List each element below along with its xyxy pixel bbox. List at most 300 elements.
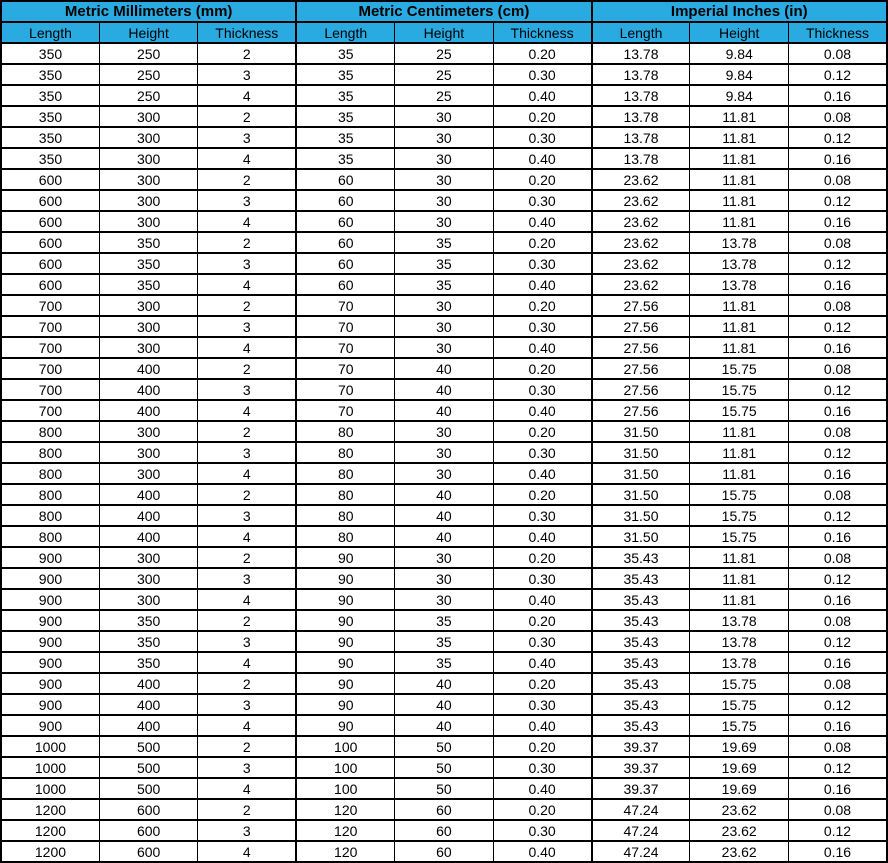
- cell: 2: [198, 358, 296, 379]
- table-row: [1, 106, 887, 127]
- cell: 2: [198, 484, 296, 505]
- cell: 15.75: [690, 673, 789, 694]
- cell: 600: [1, 253, 99, 274]
- cell: 30: [395, 442, 493, 463]
- cell: 0.16: [788, 85, 887, 106]
- cell: 0.40: [493, 778, 591, 799]
- cell: 60: [395, 799, 493, 820]
- cell: 13.78: [690, 232, 789, 253]
- cell: 800: [1, 505, 99, 526]
- cell: 60: [296, 253, 394, 274]
- table-row: [1, 589, 887, 610]
- cell: 50: [395, 778, 493, 799]
- cell: 47.24: [592, 820, 690, 841]
- cell: 31.50: [592, 442, 690, 463]
- column-header-cm-thickness: Thickness: [493, 22, 591, 43]
- cell: 2: [198, 736, 296, 757]
- cell: 400: [99, 379, 197, 400]
- cell: 35: [296, 64, 394, 85]
- cell: 2: [198, 295, 296, 316]
- cell: 30: [395, 337, 493, 358]
- cell: 0.30: [493, 505, 591, 526]
- cell: 23.62: [592, 169, 690, 190]
- cell: 30: [395, 169, 493, 190]
- cell: 13.78: [592, 127, 690, 148]
- cell: 400: [99, 400, 197, 421]
- cell: 0.20: [493, 169, 591, 190]
- cell: 700: [1, 337, 99, 358]
- cell: 19.69: [690, 778, 789, 799]
- cell: 100: [296, 736, 394, 757]
- cell: 0.16: [788, 211, 887, 232]
- cell: 13.78: [690, 652, 789, 673]
- cell: 0.30: [493, 820, 591, 841]
- cell: 80: [296, 526, 394, 547]
- cell: 0.08: [788, 358, 887, 379]
- cell: 350: [99, 253, 197, 274]
- cell: 80: [296, 463, 394, 484]
- cell: 1000: [1, 736, 99, 757]
- cell: 1200: [1, 841, 99, 862]
- cell: 300: [99, 127, 197, 148]
- cell: 0.16: [788, 715, 887, 736]
- cell: 0.20: [493, 547, 591, 568]
- cell: 90: [296, 673, 394, 694]
- cell: 40: [395, 715, 493, 736]
- table-row: [1, 43, 887, 64]
- group-header-cm: Metric Centimeters (cm): [296, 1, 591, 22]
- cell: 0.20: [493, 295, 591, 316]
- cell: 23.62: [592, 190, 690, 211]
- cell: 60: [296, 232, 394, 253]
- cell: 4: [198, 148, 296, 169]
- cell: 35.43: [592, 631, 690, 652]
- table-row: [1, 757, 887, 778]
- cell: 25: [395, 43, 493, 64]
- cell: 1000: [1, 757, 99, 778]
- cell: 0.40: [493, 400, 591, 421]
- cell: 2: [198, 421, 296, 442]
- cell: 0.40: [493, 85, 591, 106]
- cell: 35.43: [592, 547, 690, 568]
- cell: 900: [1, 547, 99, 568]
- cell: 250: [99, 85, 197, 106]
- cell: 39.37: [592, 778, 690, 799]
- table-row: [1, 85, 887, 106]
- cell: 300: [99, 463, 197, 484]
- cell: 0.20: [493, 799, 591, 820]
- table-row: [1, 463, 887, 484]
- cell: 4: [198, 715, 296, 736]
- cell: 11.81: [690, 568, 789, 589]
- cell: 600: [1, 190, 99, 211]
- cell: 0.12: [788, 820, 887, 841]
- cell: 15.75: [690, 358, 789, 379]
- cell: 300: [99, 442, 197, 463]
- cell: 11.81: [690, 421, 789, 442]
- cell: 0.08: [788, 169, 887, 190]
- table-row: [1, 232, 887, 253]
- cell: 900: [1, 715, 99, 736]
- cell: 350: [99, 610, 197, 631]
- cell: 35.43: [592, 673, 690, 694]
- cell: 35: [395, 274, 493, 295]
- cell: 3: [198, 568, 296, 589]
- cell: 2: [198, 547, 296, 568]
- cell: 13.78: [592, 106, 690, 127]
- cell: 31.50: [592, 505, 690, 526]
- group-header-row: [1, 1, 887, 22]
- cell: 600: [1, 169, 99, 190]
- cell: 900: [1, 589, 99, 610]
- cell: 30: [395, 589, 493, 610]
- cell: 11.81: [690, 148, 789, 169]
- cell: 30: [395, 568, 493, 589]
- cell: 0.30: [493, 253, 591, 274]
- cell: 900: [1, 610, 99, 631]
- cell: 9.84: [690, 64, 789, 85]
- cell: 11.81: [690, 190, 789, 211]
- cell: 0.20: [493, 484, 591, 505]
- cell: 35: [296, 148, 394, 169]
- cell: 90: [296, 610, 394, 631]
- cell: 300: [99, 190, 197, 211]
- cell: 0.08: [788, 673, 887, 694]
- cell: 0.12: [788, 190, 887, 211]
- cell: 0.12: [788, 442, 887, 463]
- cell: 0.30: [493, 64, 591, 85]
- table-row: [1, 127, 887, 148]
- cell: 350: [1, 85, 99, 106]
- table-row: [1, 148, 887, 169]
- cell: 800: [1, 484, 99, 505]
- table-row: [1, 484, 887, 505]
- cell: 90: [296, 547, 394, 568]
- cell: 350: [1, 127, 99, 148]
- table-row: [1, 568, 887, 589]
- cell: 0.16: [788, 778, 887, 799]
- cell: 3: [198, 820, 296, 841]
- cell: 11.81: [690, 106, 789, 127]
- cell: 0.40: [493, 463, 591, 484]
- cell: 400: [99, 715, 197, 736]
- cell: 11.81: [690, 211, 789, 232]
- cell: 3: [198, 694, 296, 715]
- cell: 0.20: [493, 736, 591, 757]
- cell: 60: [296, 190, 394, 211]
- cell: 25: [395, 85, 493, 106]
- table-row: [1, 253, 887, 274]
- cell: 30: [395, 106, 493, 127]
- cell: 11.81: [690, 316, 789, 337]
- cell: 3: [198, 127, 296, 148]
- cell: 60: [296, 211, 394, 232]
- cell: 0.20: [493, 421, 591, 442]
- cell: 1200: [1, 820, 99, 841]
- cell: 35: [395, 253, 493, 274]
- cell: 23.62: [690, 841, 789, 862]
- cell: 0.16: [788, 589, 887, 610]
- cell: 500: [99, 736, 197, 757]
- cell: 40: [395, 673, 493, 694]
- cell: 39.37: [592, 757, 690, 778]
- cell: 30: [395, 127, 493, 148]
- cell: 3: [198, 190, 296, 211]
- cell: 600: [1, 211, 99, 232]
- cell: 90: [296, 589, 394, 610]
- cell: 80: [296, 442, 394, 463]
- cell: 800: [1, 463, 99, 484]
- cell: 0.16: [788, 337, 887, 358]
- cell: 11.81: [690, 463, 789, 484]
- cell: 40: [395, 484, 493, 505]
- cell: 35: [296, 127, 394, 148]
- cell: 0.08: [788, 736, 887, 757]
- cell: 0.40: [493, 652, 591, 673]
- cell: 3: [198, 253, 296, 274]
- cell: 11.81: [690, 337, 789, 358]
- cell: 60: [395, 820, 493, 841]
- cell: 1200: [1, 799, 99, 820]
- cell: 27.56: [592, 295, 690, 316]
- column-header-in-thickness: Thickness: [788, 22, 887, 43]
- cell: 31.50: [592, 463, 690, 484]
- cell: 350: [99, 232, 197, 253]
- cell: 400: [99, 694, 197, 715]
- cell: 0.16: [788, 841, 887, 862]
- cell: 90: [296, 652, 394, 673]
- cell: 2: [198, 673, 296, 694]
- cell: 0.12: [788, 64, 887, 85]
- column-header-cm-height: Height: [395, 22, 493, 43]
- cell: 600: [99, 799, 197, 820]
- cell: 300: [99, 169, 197, 190]
- cell: 600: [1, 232, 99, 253]
- cell: 13.78: [690, 610, 789, 631]
- cell: 600: [99, 841, 197, 862]
- cell: 400: [99, 484, 197, 505]
- cell: 70: [296, 379, 394, 400]
- table-row: [1, 652, 887, 673]
- cell: 0.40: [493, 526, 591, 547]
- cell: 3: [198, 316, 296, 337]
- cell: 120: [296, 841, 394, 862]
- cell: 900: [1, 631, 99, 652]
- cell: 0.20: [493, 358, 591, 379]
- cell: 11.81: [690, 169, 789, 190]
- table-row: [1, 778, 887, 799]
- cell: 39.37: [592, 736, 690, 757]
- cell: 0.40: [493, 715, 591, 736]
- cell: 0.08: [788, 43, 887, 64]
- cell: 40: [395, 400, 493, 421]
- cell: 47.24: [592, 799, 690, 820]
- cell: 4: [198, 85, 296, 106]
- column-header-in-height: Height: [690, 22, 789, 43]
- cell: 800: [1, 421, 99, 442]
- cell: 0.30: [493, 568, 591, 589]
- cell: 23.62: [690, 820, 789, 841]
- table-row: [1, 820, 887, 841]
- cell: 400: [99, 673, 197, 694]
- cell: 23.62: [592, 274, 690, 295]
- cell: 0.12: [788, 316, 887, 337]
- cell: 250: [99, 43, 197, 64]
- table-row: [1, 64, 887, 85]
- group-header-mm: Metric Millimeters (mm): [1, 1, 296, 22]
- cell: 4: [198, 841, 296, 862]
- cell: 80: [296, 484, 394, 505]
- cell: 30: [395, 295, 493, 316]
- table-row: [1, 274, 887, 295]
- table-row: [1, 505, 887, 526]
- cell: 0.08: [788, 106, 887, 127]
- cell: 2: [198, 169, 296, 190]
- table-row: [1, 631, 887, 652]
- cell: 4: [198, 337, 296, 358]
- cell: 0.16: [788, 463, 887, 484]
- cell: 900: [1, 568, 99, 589]
- cell: 90: [296, 694, 394, 715]
- cell: 27.56: [592, 379, 690, 400]
- cell: 13.78: [690, 274, 789, 295]
- cell: 3: [198, 64, 296, 85]
- cell: 900: [1, 673, 99, 694]
- table-row: [1, 673, 887, 694]
- cell: 0.08: [788, 799, 887, 820]
- cell: 400: [99, 358, 197, 379]
- cell: 3: [198, 757, 296, 778]
- cell: 35: [395, 631, 493, 652]
- cell: 0.16: [788, 526, 887, 547]
- cell: 13.78: [592, 43, 690, 64]
- cell: 15.75: [690, 379, 789, 400]
- table-row: [1, 526, 887, 547]
- cell: 350: [1, 43, 99, 64]
- cell: 4: [198, 589, 296, 610]
- column-header-mm-length: Length: [1, 22, 99, 43]
- table-row: [1, 211, 887, 232]
- cell: 40: [395, 358, 493, 379]
- cell: 15.75: [690, 715, 789, 736]
- cell: 3: [198, 379, 296, 400]
- table-row: [1, 379, 887, 400]
- cell: 300: [99, 421, 197, 442]
- cell: 400: [99, 505, 197, 526]
- cell: 50: [395, 757, 493, 778]
- cell: 700: [1, 400, 99, 421]
- group-header-in: Imperial Inches (in): [592, 1, 887, 22]
- cell: 4: [198, 400, 296, 421]
- cell: 0.16: [788, 148, 887, 169]
- cell: 120: [296, 820, 394, 841]
- table-row: [1, 442, 887, 463]
- cell: 120: [296, 799, 394, 820]
- cell: 15.75: [690, 505, 789, 526]
- cell: 900: [1, 694, 99, 715]
- cell: 0.30: [493, 442, 591, 463]
- cell: 350: [1, 64, 99, 85]
- cell: 23.62: [592, 211, 690, 232]
- column-header-mm-thickness: Thickness: [198, 22, 296, 43]
- cell: 4: [198, 274, 296, 295]
- cell: 27.56: [592, 358, 690, 379]
- cell: 0.40: [493, 337, 591, 358]
- cell: 0.40: [493, 211, 591, 232]
- cell: 400: [99, 526, 197, 547]
- cell: 300: [99, 148, 197, 169]
- table-row: [1, 316, 887, 337]
- cell: 35: [296, 106, 394, 127]
- cell: 2: [198, 43, 296, 64]
- cell: 15.75: [690, 526, 789, 547]
- cell: 300: [99, 211, 197, 232]
- table-row: [1, 169, 887, 190]
- cell: 30: [395, 211, 493, 232]
- cell: 31.50: [592, 421, 690, 442]
- cell: 50: [395, 736, 493, 757]
- cell: 23.62: [690, 799, 789, 820]
- cell: 0.08: [788, 610, 887, 631]
- cell: 0.30: [493, 379, 591, 400]
- cell: 90: [296, 715, 394, 736]
- cell: 31.50: [592, 526, 690, 547]
- table-row: [1, 736, 887, 757]
- cell: 25: [395, 64, 493, 85]
- cell: 0.30: [493, 316, 591, 337]
- cell: 0.30: [493, 127, 591, 148]
- cell: 35: [296, 43, 394, 64]
- cell: 350: [99, 631, 197, 652]
- cell: 31.50: [592, 484, 690, 505]
- cell: 13.78: [592, 64, 690, 85]
- cell: 0.20: [493, 673, 591, 694]
- cell: 11.81: [690, 547, 789, 568]
- cell: 800: [1, 526, 99, 547]
- cell: 35.43: [592, 715, 690, 736]
- cell: 0.12: [788, 127, 887, 148]
- cell: 9.84: [690, 43, 789, 64]
- column-header-in-length: Length: [592, 22, 690, 43]
- table-row: [1, 358, 887, 379]
- cell: 40: [395, 526, 493, 547]
- cell: 0.12: [788, 694, 887, 715]
- cell: 300: [99, 568, 197, 589]
- cell: 600: [99, 820, 197, 841]
- cell: 0.20: [493, 106, 591, 127]
- cell: 35.43: [592, 694, 690, 715]
- cell: 350: [99, 652, 197, 673]
- cell: 350: [99, 274, 197, 295]
- column-header-cm-length: Length: [296, 22, 394, 43]
- cell: 3: [198, 505, 296, 526]
- cell: 700: [1, 379, 99, 400]
- cell: 0.20: [493, 232, 591, 253]
- cell: 47.24: [592, 841, 690, 862]
- cell: 0.08: [788, 484, 887, 505]
- table-row: [1, 694, 887, 715]
- cell: 800: [1, 442, 99, 463]
- cell: 4: [198, 778, 296, 799]
- cell: 0.16: [788, 274, 887, 295]
- cell: 0.12: [788, 253, 887, 274]
- cell: 0.40: [493, 589, 591, 610]
- cell: 30: [395, 547, 493, 568]
- table-row: [1, 421, 887, 442]
- cell: 4: [198, 652, 296, 673]
- table-row: [1, 841, 887, 862]
- cell: 9.84: [690, 85, 789, 106]
